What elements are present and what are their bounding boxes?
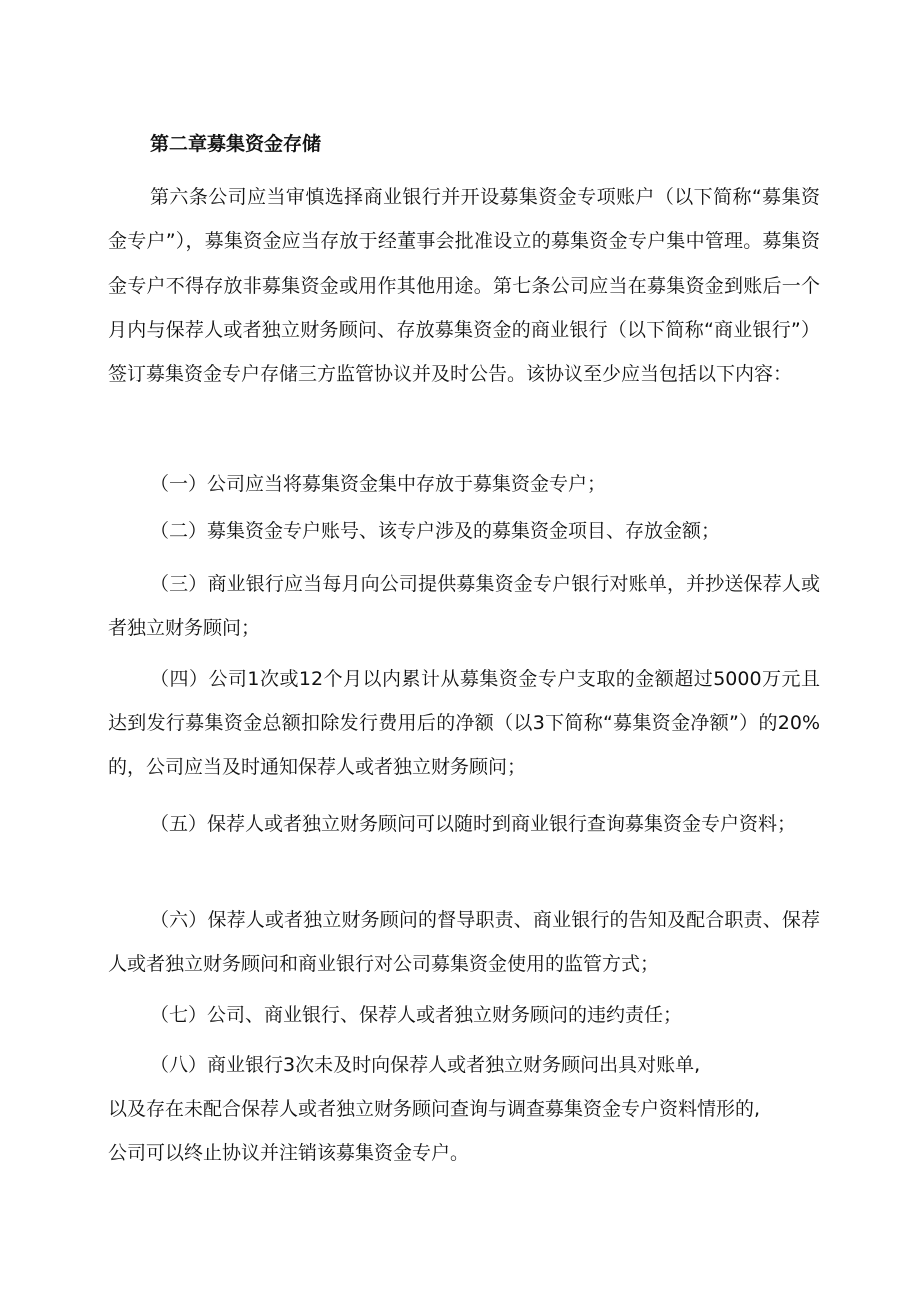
clause-4: （四）公司1次或12个月以内累计从募集资金专户支取的金额超过5000万元且达到发行募集资金总额扣除发行费用后的净额（以3下简称“募集资金净额”）的20%的，公司应当及时通知保荐人或者独立财务顾问； bbox=[108, 668, 820, 778]
clause-5: （五）保荐人或者独立财务顾问可以随时到商业银行查询募集资金专户资料； bbox=[150, 813, 797, 835]
chapter-title: 第二章募集资金存储 bbox=[150, 133, 322, 155]
clause-8 bbox=[108, 1043, 820, 1175]
clause-8-line-2: 以及存在未配合保荐人或者独立财务顾问查询与调查募集资金专户资料情形的, bbox=[108, 1098, 761, 1120]
clause-3: （三）商业银行应当每月向公司提供募集资金专户银行对账单，并抄送保荐人或者独立财务顾问； bbox=[108, 573, 820, 639]
clause-7: （七）公司、商业银行、保荐人或者独立财务顾问的违约责任； bbox=[150, 1004, 683, 1026]
article-6-7-paragraph: 第六条公司应当审慎选择商业银行并开设募集资金专项账户（以下简称“募集资金专户”），募集资金应当存放于经董事会批准设立的募集资金专户集中管理。募集资金专户不得存放非募集资金或用作其他用途。第七条公司应当在募集资金到账后一个月内与保荐人或者独立财务顾问、存放募集资金的商业银行（以下简称“商业银行”）签订募集资金专户存储三方监管协议并及时公告。该协议至少应当包括以下内容： bbox=[108, 186, 820, 386]
clause-8-line-1: （八）商业银行3次未及时向保荐人或者独立财务顾问出具对账单, bbox=[150, 1054, 701, 1076]
clause-2: （二）募集资金专户账号、该专户涉及的募集资金项目、存放金额； bbox=[150, 520, 721, 542]
clause-6: （六）保荐人或者独立财务顾问的督导职责、商业银行的告知及配合职责、保荐人或者独立财务顾问和商业银行对公司募集资金使用的监管方式； bbox=[108, 909, 820, 975]
clause-8-line-3: 公司可以终止协议并注销该募集资金专户。 bbox=[108, 1142, 470, 1164]
clause-1: （一）公司应当将募集资金集中存放于募集资金专户； bbox=[150, 473, 607, 495]
